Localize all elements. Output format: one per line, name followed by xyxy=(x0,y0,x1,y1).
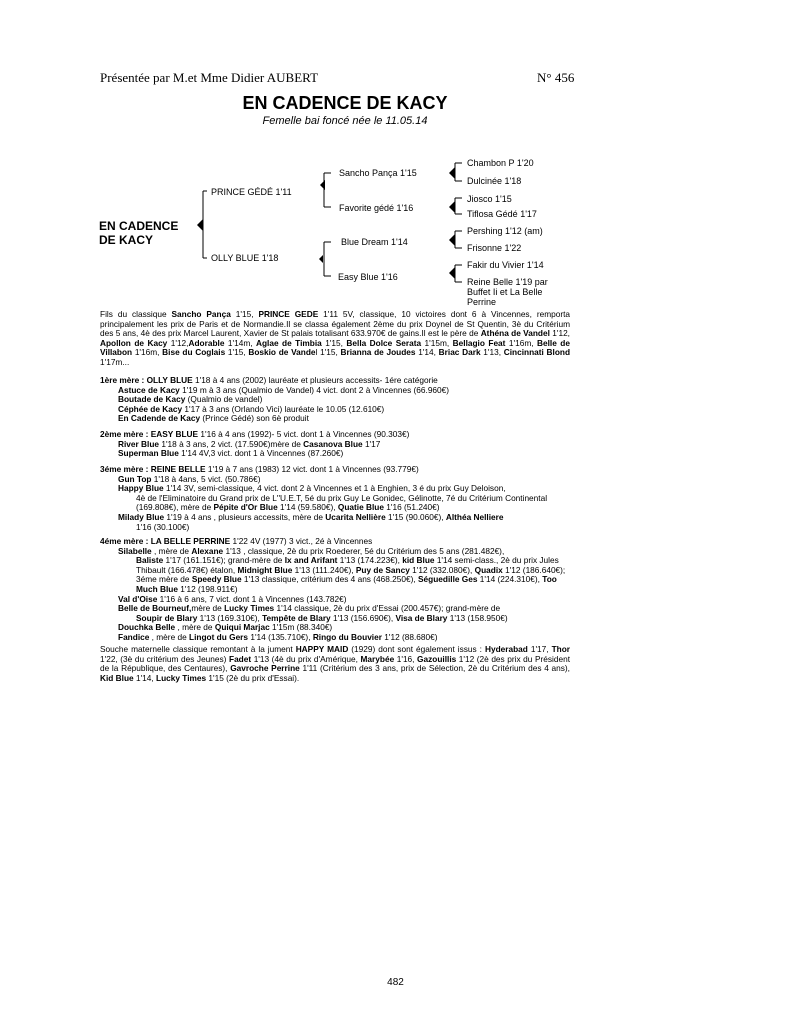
horse-name-line1: EN CADENCE xyxy=(99,219,179,233)
pedigree-ddd-line2: Buffet Ii et La Belle xyxy=(467,287,543,297)
pedigree-sds: Jiosco 1'15 xyxy=(467,194,512,204)
pedigree-sire-sire: Sancho Pança 1'15 xyxy=(339,168,417,178)
maternal-line-paragraph: Souche maternelle classique remontant à la jument HAPPY MAID (1929) dont sont également issus : Hyderabad 1'17, Thor 1'22, (3è du critérium des Jeunes) Fadet 1'13 (4è du prix d'Amérique, Marybée 1'16, Gazouillis 1'12 (2è des prix du Président de la République, des Centaures), Gavroche Perrine 1'11 (Critérium des 3 ans, prix de Sélection, 2è du Critérium des 4 ans), Kid Blue 1'14, Lucky Times 1'15 (2è du prix d'Essai). xyxy=(100,644,571,683)
pedigree-dds: Fakir du Vivier 1'14 xyxy=(467,260,544,270)
sire-paragraph: Fils du classique Sancho Pança 1'15, PRINCE GEDE 1'11 5V, classique, 10 victoires dont 6 à Vincennes, remporta principalement les prix de Paris et de Normandie.Il se classa également 2ème du prix Doynel de St Quentin, 3è du Critérium des 5 ans, 4è des prix Marcel Laurent, Xavier de St palais totalisant 633.970€ de gains.Il est le père de Athéna de Vandel 1'12, Apollon de Kacy 1'12,Adorable 1'14m, Aglae de Timbia 1'15, Bella Dolce Serata 1'15m, Bellagio Feat 1'16m, Belle de Villabon 1'16m, Bise du Coglais 1'15, Boskio de Vandel 1'15, Brianna de Joudes 1'14, Briac Dark 1'13, Cincinnati Blond 1'17m... xyxy=(100,309,571,367)
horse-name-line2: DE KACY xyxy=(99,233,154,247)
second-dam-section: 2ème mère : EASY BLUE 1'16 à 4 ans (1992)- 5 vict. dont 1 à Vincennes (90.303€) River Blue 1'18 à 3 ans, 2 vict. (17.590€)mère de Casanova Blue 1'17 Superman Blue 1'14 4V,3 vict. dont 1 à Vincennes (87.260€) xyxy=(100,429,410,459)
first-dam-section: 1ère mère : OLLY BLUE 1'18 à 4 ans (2002) lauréate et plusieurs accessits- 1ére catégorie Astuce de Kacy 1'19 m à 3 ans (Qualmio de Vandel) 4 vict. dont 2 à Vincennes (66.960€) Boutade de Kacy (Qualmio de vandel) Céphée de Kacy 1'17 à 3 ans (Orlando Vici) lauréate le 10.05 (12.610€) En Cadende de Kacy (Prince Gédé) son 6è produit xyxy=(100,375,450,424)
page-subtitle: Femelle bai foncé née le 11.05.14 xyxy=(262,115,428,127)
pedigree-sire-dam: Favorite gédé 1'16 xyxy=(339,203,414,213)
pedigree-ddd xyxy=(467,277,548,307)
pedigree-dss: Pershing 1'12 (am) xyxy=(467,226,543,236)
lot-number: N° 456 xyxy=(537,70,575,85)
page-number: 482 xyxy=(387,977,404,988)
presenter-line: Présentée par M.et Mme Didier AUBERT xyxy=(100,70,319,85)
pedigree-dsd: Frisonne 1'22 xyxy=(467,243,522,253)
pedigree-sire: PRINCE GÉDÉ 1'11 xyxy=(211,187,292,197)
pedigree-ssd: Dulcinée 1'18 xyxy=(467,176,522,186)
pedigree-sdd: Tiflosa Gédé 1'17 xyxy=(467,209,537,219)
pedigree-dam: OLLY BLUE 1'18 xyxy=(211,253,279,263)
fourth-dam-section: 4éme mère : LA BELLE PERRINE 1'22 4V (1977) 3 vict., 2é à Vincennes Silabelle , mère de Alexane 1'13 , classique, 2è du prix Roederer, 5é du Critérium des 5 ans (281.482€), Baliste 1'17 (161.151€); grand-mère de Ix and Arifant 1'13 (174.223€), kid Blue 1'14 semi-class., 2è du prix Jules Thibault (166.478€) étalon, Midnight Blue 1'13 (111.240€), Puy de Sancy 1'12 (332.080€), Quadix 1'12 (186.640€); 3éme mère de Speedy Blue 1'13 classique, critérium des 4 ans (468.250€), Séguedille Ges 1'14 (224.310€), Too Much Blue 1'12 (198.911€) Val d'Oise 1'16 à 6 ans, 7 vict. dont 1 à Vincennes (143.782€) Belle de Bourneuf,mère de Lucky Times 1'14 classique, 2è du prix d'Essai (200.457€); grand-mère de Soupir de Blary 1'13 (169.310€), Tempête de Blary 1'13 (156.690€), Visa de Blary 1'13 (158.950€) Douchka Belle , mère de Quiqui Marjac 1'15m (88.340€) Fandice , mère de Lingot du Gers 1'14 (135.710€), Ringo du Bouvier 1'12 (88.680€) xyxy=(100,536,566,642)
pedigree-horse xyxy=(99,219,178,247)
pedigree-ddd-line3: Perrine xyxy=(467,297,497,307)
pedigree-dam-dam: Easy Blue 1'16 xyxy=(338,272,398,282)
pedigree-ddd-line1: Reine Belle 1'19 par xyxy=(467,277,548,287)
pedigree-dam-sire: Blue Dream 1'14 xyxy=(341,237,408,247)
page-title: EN CADENCE DE KACY xyxy=(242,93,448,113)
pedigree-sss: Chambon P 1'20 xyxy=(467,158,534,168)
third-dam-section: 3éme mère : REINE BELLE 1'19 à 7 ans (1983) 12 vict. dont 1 à Vincennes (93.779€) Gun Top 1'18 à 4ans, 5 vict. (50.786€) Happy Blue 1'14 3V, semi-classique, 4 vict. dont 2 à Vincennes et 1 à Enghien, 3 é du prix Guy Deloison, 4è de l'Eliminatoire du Grand prix de L''U.E.T, 5é du prix Guy Le Gonidec, Gélinotte, 7é du Critérium Continental (169.808€), mère de Pépite d'Or Blue 1'14 (59.580€), Quatie Blue 1'16 (51.240€) Milady Blue 1'19 à 4 ans , plusieurs accessits, mère de Ucarita Nellière 1'15 (90.060€), Althéa Nelliere 1'16 (30.100€) xyxy=(100,464,548,532)
